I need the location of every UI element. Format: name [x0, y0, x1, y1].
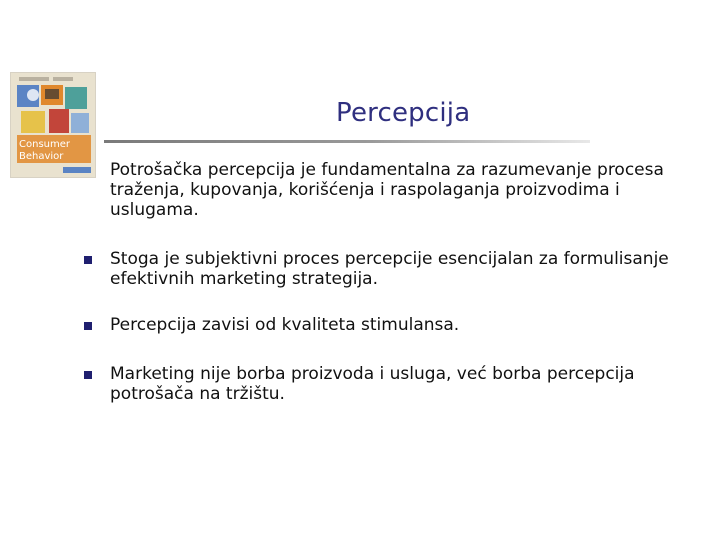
bullet-2-line-1: Stoga je subjektivni proces percepcije esencijalan za formulisanje [110, 249, 669, 269]
bullet-1-line-1: Potrošačka percepcija je fundamentalna za razumevanje procesa [110, 160, 664, 180]
cover-tile-teal [65, 87, 87, 109]
bullet-1-line-3: uslugama. [110, 200, 199, 220]
cover-tile-yellow [21, 111, 45, 133]
cover-tile-lightblue [71, 113, 89, 133]
bullet-text-1 [110, 160, 690, 220]
bullet-square-icon [84, 322, 92, 330]
bullet-4-line-2: potrošača na tržištu. [110, 384, 285, 404]
bullet-text-3 [110, 315, 690, 335]
bullet-1-line-2: traženja, kupovanja, korišćenja i raspolaganja proizvodima i [110, 180, 620, 200]
bullet-text-4 [110, 364, 690, 404]
cover-author-strip-2 [53, 77, 73, 81]
cover-circle-icon [27, 89, 39, 101]
bullet-square-icon [84, 371, 92, 379]
bullet-3-line-1: Percepcija zavisi od kvaliteta stimulansa. [110, 315, 460, 335]
cover-author-strip [19, 77, 49, 81]
bullet-text-2 [110, 249, 690, 289]
cover-tile-red [49, 109, 69, 133]
bullet-square-icon [84, 256, 92, 264]
cover-brand-line-2: Behavior [19, 151, 64, 162]
cover-cart-icon [45, 89, 59, 99]
cover-publisher-strip [63, 167, 91, 173]
page-title: Percepcija [336, 98, 471, 128]
bullet-2-line-2: efektivnih marketing strategija. [110, 269, 379, 289]
book-cover-image [10, 72, 96, 178]
bullet-4-line-1: Marketing nije borba proizvoda i usluga, već borba percepcija [110, 364, 635, 384]
cover-brand-line-1: Consumer [19, 139, 70, 150]
title-divider [104, 140, 590, 143]
book-cover-art [11, 73, 95, 177]
